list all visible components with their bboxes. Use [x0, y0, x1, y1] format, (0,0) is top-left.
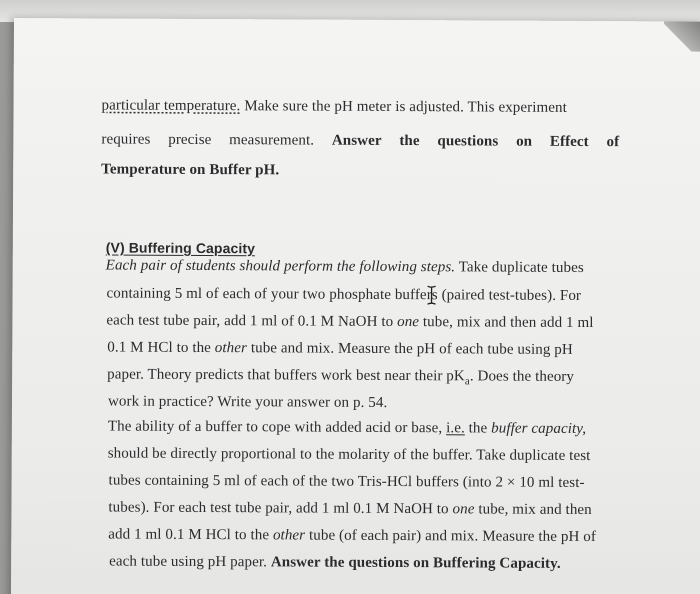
- text: tubes). For each test tube pair, add 1 ml 0.1 M NaOH to: [108, 499, 453, 518]
- subscript: a: [464, 375, 470, 388]
- para1-line-2: [101, 131, 619, 151]
- section-line-2: [107, 285, 582, 304]
- italic-text: other: [272, 527, 306, 544]
- text: tube, mix and then: [474, 501, 592, 519]
- text: add 1 ml 0.1 M HCl to the: [108, 526, 274, 544]
- word: precise: [168, 131, 212, 149]
- italic-text: other: [214, 340, 248, 357]
- bold-text: Answer the questions on Buffering Capacity.: [270, 554, 561, 572]
- section-line-4: [107, 339, 573, 358]
- word-bold: questions: [437, 133, 499, 150]
- italic-text: one: [397, 314, 420, 331]
- section-line-8: should be directly proportional to the molarity of the buffer. Take duplicate test: [107, 445, 591, 465]
- para1-line-3: Temperature on Buffer pH.: [101, 161, 280, 179]
- word-bold: on: [516, 133, 533, 150]
- text: tube and mix. Measure the pH of each tube using pH: [246, 340, 573, 358]
- text: containing 5 ml of each of your two phosphate buffer: [106, 285, 432, 304]
- text: the: [464, 420, 492, 437]
- text: each tube using pH paper.: [109, 553, 271, 571]
- section-line-9: tubes containing 5 ml of each of the two Tris-HCl buffers (into 2 × 10 ml test-: [108, 472, 585, 491]
- text: each test tube pair, add 1 ml of 0.1 M NaOH to: [106, 312, 398, 331]
- text: paper. Theory predicts that buffers work best near their pK: [107, 366, 465, 385]
- section-line-11: [108, 527, 596, 547]
- section-line-7: [108, 418, 586, 438]
- word-bold: of: [606, 134, 620, 151]
- text: s (paired test-tubes). For: [431, 287, 582, 304]
- section-line-1: [106, 257, 584, 277]
- italic-text: one: [452, 501, 475, 518]
- section-line-5: [107, 366, 574, 387]
- text: 0.1 M HCl to the: [107, 339, 215, 357]
- underlined-text: i.e.: [446, 420, 465, 437]
- italic-text: buffer capacity,: [491, 420, 587, 438]
- word-bold: the: [399, 133, 420, 150]
- document-page: [11, 18, 700, 594]
- word: requires: [101, 131, 151, 148]
- text: . Does the theory: [469, 368, 575, 385]
- section-line-10: [108, 500, 591, 520]
- section-line-12: [109, 554, 561, 573]
- word-bold: Answer: [331, 132, 382, 149]
- page-corner-shadow: [664, 21, 700, 51]
- para1-link-text: particular temperature.: [101, 97, 241, 115]
- para1-line-1: [101, 97, 566, 116]
- italic-text: Each pair of students should perform the following steps.: [105, 257, 456, 276]
- para1-text: Make sure the pH meter is adjusted. This experiment: [240, 98, 567, 116]
- section-line-3: [106, 312, 593, 332]
- word-bold: Effect: [549, 133, 589, 151]
- section-heading: (V) Buffering Capacity: [105, 239, 256, 257]
- text: Take duplicate tubes: [455, 259, 584, 276]
- text: tube (of each pair) and mix. Measure the pH of: [305, 527, 597, 546]
- word: measurement.: [229, 132, 315, 149]
- section-line-6: work in practice? Write your answer on p. 54.: [107, 393, 388, 411]
- text: The ability of a buffer to cope with added acid or base,: [107, 418, 447, 437]
- text: tube, mix and then add 1 ml: [419, 314, 594, 332]
